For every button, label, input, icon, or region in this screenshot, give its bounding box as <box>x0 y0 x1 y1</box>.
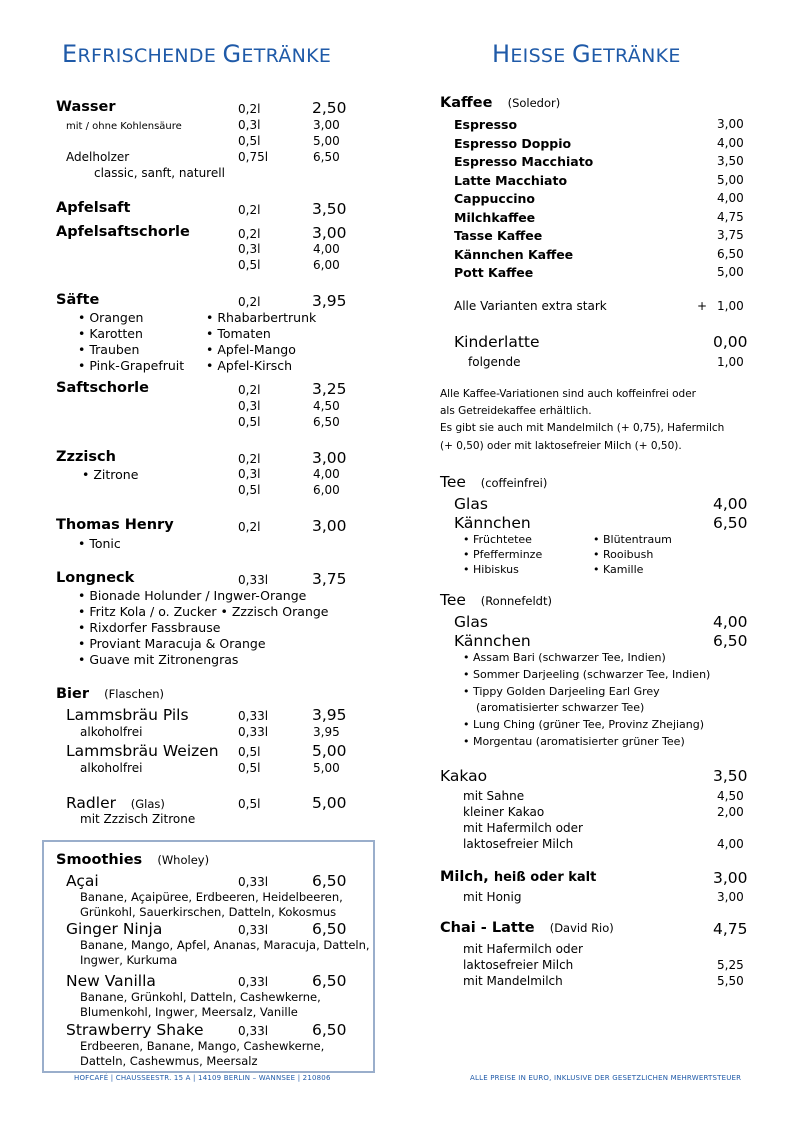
chai-label: Chai - Latte <box>440 920 535 936</box>
wasser-brand: Adelholzer <box>66 150 130 164</box>
milch-label2: heiß oder kalt <box>493 870 597 885</box>
size: 0,33l <box>238 975 269 989</box>
list-item: • Orangen <box>78 310 144 325</box>
thomas-title: Thomas Henry <box>56 517 174 533</box>
size: 0,2l <box>238 203 261 217</box>
price: 0,00 <box>713 333 748 351</box>
list-item: • Karotten <box>78 326 143 341</box>
kakao-sub: kleiner Kakao <box>463 805 545 819</box>
price: 3,75 <box>312 570 347 588</box>
smoothie-desc: Banane, Açaipüree, Erdbeeren, Heidelbeeren, <box>80 890 343 904</box>
smoothies-note: (Wholey) <box>157 853 210 867</box>
tee-kannchen: Kännchen <box>454 514 531 532</box>
price: 3,00 <box>312 224 347 242</box>
kaffee-item: Latte Macchiato <box>454 172 568 188</box>
list-item: • Tonic <box>78 536 121 551</box>
size: 0,5l <box>238 745 261 759</box>
list-item: • Rooibush <box>593 548 654 561</box>
size: 0,33l <box>238 573 269 587</box>
price: 1,00 <box>717 299 744 313</box>
heading-part: G <box>571 40 591 68</box>
list-item: • Assam Bari (schwarzer Tee, Indien) <box>463 651 666 664</box>
size: 0,5l <box>238 258 261 272</box>
price: 6,50 <box>313 150 340 164</box>
size: 0,5l <box>238 797 261 811</box>
smoothie-desc: Grünkohl, Sauerkirschen, Datteln, Kokosmus <box>80 905 337 919</box>
price: 4,00 <box>713 495 748 513</box>
saftschorle-title: Saftschorle <box>56 380 149 396</box>
size: 0,2l <box>238 102 261 116</box>
kakao-sub: mit Sahne <box>463 789 525 803</box>
chai-title <box>440 920 614 936</box>
size: 0,3l <box>238 467 261 481</box>
price: 5,00 <box>717 172 744 187</box>
smoothie-name: Ginger Ninja <box>66 920 163 938</box>
list-item: • Tomaten <box>206 326 271 341</box>
beer-sub: alkoholfrei <box>80 725 143 739</box>
extra-strong: Alle Varianten extra stark <box>454 299 607 313</box>
price: 6,50 <box>312 1021 347 1039</box>
tee-glas: Glas <box>454 495 488 513</box>
kakao-sub: mit Hafermilch oder <box>463 821 583 835</box>
radler-label: Radler <box>66 794 116 812</box>
list-item: • Blütentraum <box>593 533 672 546</box>
tee1-title <box>440 473 547 491</box>
price: 4,75 <box>713 920 748 938</box>
price: 4,00 <box>313 467 340 481</box>
kaffee-item: Pott Kaffee <box>454 265 534 280</box>
price: 3,50 <box>717 154 744 168</box>
kaffee-item: Espresso Doppio <box>454 135 572 151</box>
smoothies-title <box>56 852 209 868</box>
size: 0,2l <box>238 383 261 397</box>
price: 6,50 <box>713 632 748 650</box>
price: 3,25 <box>312 380 347 398</box>
kakao-sub: laktosefreier Milch <box>463 837 574 851</box>
heading-part: G <box>222 40 242 68</box>
list-item: (aromatisierter schwarzer Tee) <box>476 701 645 714</box>
size: 0,2l <box>238 227 261 241</box>
price: 4,00 <box>717 135 744 150</box>
price: 5,25 <box>717 958 744 972</box>
list-item: • Pink-Grapefruit <box>78 358 185 373</box>
list-item: • Pfefferminze <box>463 548 543 561</box>
list-item: • Fritz Kola / o. Zucker • Zzzisch Orange <box>78 604 329 619</box>
size: 0,5l <box>238 134 261 148</box>
price: 4,50 <box>717 789 744 803</box>
beer-name: Lammsbräu Weizen <box>66 742 219 760</box>
price: 3,50 <box>312 200 347 218</box>
price: 3,95 <box>312 292 347 310</box>
price: 4,00 <box>713 613 748 631</box>
kaffee-label: Kaffee <box>440 95 493 111</box>
milch-label: Milch, <box>440 869 489 885</box>
size: 0,5l <box>238 761 261 775</box>
list-item: • Guave mit Zitronengras <box>78 652 239 667</box>
kaffee-item: Espresso <box>454 117 518 132</box>
price: 3,95 <box>313 725 340 739</box>
size: 0,33l <box>238 725 269 739</box>
size: 0,5l <box>238 483 261 497</box>
size: 0,2l <box>238 295 261 309</box>
kaffee-info: als Getreidekaffee erhältlich. <box>440 405 592 417</box>
size: 0,3l <box>238 118 261 132</box>
milch-title <box>440 869 596 885</box>
kaffee-info: Alle Kaffee-Variationen sind auch koffeinfrei oder <box>440 388 696 400</box>
smoothie-name: Açai <box>66 872 99 890</box>
heading-part: ETRÄNKE <box>241 45 332 67</box>
list-item: • Lung Ching (grüner Tee, Provinz Zhejiang) <box>463 718 705 731</box>
folgende: folgende <box>468 355 521 369</box>
bier-title <box>56 686 164 702</box>
list-item: • Apfel-Mango <box>206 342 296 357</box>
price: 6,50 <box>717 246 744 261</box>
price: 2,50 <box>312 99 347 117</box>
price: 3,50 <box>713 767 748 785</box>
heading-part: RFRISCHENDE <box>77 45 223 67</box>
size: 0,75l <box>238 150 269 164</box>
list-item: • Zitrone <box>82 467 139 482</box>
footer-address: HOFCAFÉ | CHAUSSEESTR. 15 A | 14109 BERLIN – WANNSEE | 210806 <box>74 1074 331 1082</box>
price: 4,75 <box>717 209 744 224</box>
price: 2,00 <box>717 805 744 819</box>
heading-part: H <box>492 40 511 68</box>
wasser-variants: classic, sanft, naturell <box>94 166 225 180</box>
size: 0,2l <box>238 520 261 534</box>
size: 0,33l <box>238 709 269 723</box>
list-item: • Rixdorfer Fassbrause <box>78 620 221 635</box>
radler-name <box>66 794 165 812</box>
kaffee-item: Milchkaffee <box>454 209 536 225</box>
radler-sub: mit Zzzisch Zitrone <box>80 812 196 826</box>
price: 6,50 <box>713 514 748 532</box>
price: 3,95 <box>312 706 347 724</box>
list-item: • Rhabarbertrunk <box>206 310 317 325</box>
tee2-note: (Ronnefeldt) <box>480 594 552 608</box>
bier-note: (Flaschen) <box>104 687 164 701</box>
wasser-sub: mit / ohne Kohlensäure <box>66 121 182 132</box>
price: 5,00 <box>313 134 340 148</box>
zzzisch-title: Zzzisch <box>56 449 116 465</box>
radler-note: (Glas) <box>130 797 165 811</box>
price: 6,50 <box>312 872 347 890</box>
tee-kannchen: Kännchen <box>454 632 531 650</box>
price: 6,00 <box>313 483 340 497</box>
size: 0,33l <box>238 1024 269 1038</box>
tee1-label: Tee <box>440 473 466 491</box>
extra-plus: + <box>697 299 708 313</box>
kaffee-note: (Soledor) <box>507 96 561 110</box>
list-item: • Apfel-Kirsch <box>206 358 293 373</box>
milch-sub: mit Honig <box>463 890 522 904</box>
size: 0,2l <box>238 452 261 466</box>
price: 6,00 <box>313 258 340 272</box>
size: 0,3l <box>238 242 261 256</box>
apfelsaftschorle-title: Apfelsaftschorle <box>56 224 190 240</box>
list-item: • Trauben <box>78 342 140 357</box>
smoothie-name: Strawberry Shake <box>66 1021 204 1039</box>
kinderlatte: Kinderlatte <box>454 333 540 351</box>
price: 5,00 <box>312 794 347 812</box>
beer-name: Lammsbräu Pils <box>66 706 189 724</box>
kaffee-info: (+ 0,50) oder mit laktosefreier Milch (+ 0,50). <box>440 440 682 452</box>
list-item: • Proviant Maracuja & Orange <box>78 636 266 651</box>
list-item: • Tippy Golden Darjeeling Earl Grey <box>463 685 660 698</box>
list-item: • Sommer Darjeeling (schwarzer Tee, Indien) <box>463 668 711 681</box>
chai-sub: mit Hafermilch oder <box>463 942 583 956</box>
price: 6,50 <box>312 972 347 990</box>
heading-part: ETRÄNKE <box>590 45 681 67</box>
beer-sub: alkoholfrei <box>80 761 143 775</box>
smoothie-desc: Ingwer, Kurkuma <box>80 953 178 967</box>
wasser-title: Wasser <box>56 99 116 115</box>
size: 0,3l <box>238 399 261 413</box>
left-heading <box>62 40 331 68</box>
price: 3,00 <box>312 517 347 535</box>
price: 3,00 <box>312 449 347 467</box>
kaffee-title <box>440 95 560 111</box>
size: 0,33l <box>238 923 269 937</box>
footer-prices: ALLE PREISE IN EURO, INKLUSIVE DER GESETZLICHEN MEHRWERTSTEUER <box>470 1074 742 1082</box>
price: 5,00 <box>312 742 347 760</box>
smoothie-name: New Vanilla <box>66 972 156 990</box>
longneck-title: Longneck <box>56 570 135 586</box>
list-item: • Früchtetee <box>463 533 532 546</box>
tee-glas: Glas <box>454 613 488 631</box>
price: 1,00 <box>717 355 744 369</box>
smoothies-label: Smoothies <box>56 852 143 868</box>
chai-sub: laktosefreier Milch <box>463 958 574 972</box>
price: 4,00 <box>313 242 340 256</box>
heading-part: E <box>62 40 78 68</box>
right-heading <box>492 40 681 68</box>
list-item: • Kamille <box>593 563 644 576</box>
bier-label: Bier <box>56 686 90 702</box>
price: 5,00 <box>717 265 744 279</box>
tee2-title <box>440 591 552 609</box>
price: 3,75 <box>717 228 744 242</box>
price: 6,50 <box>313 415 340 429</box>
saefte-title: Säfte <box>56 292 100 308</box>
chai-note: (David Rio) <box>549 921 614 935</box>
tee2-label: Tee <box>440 591 466 609</box>
smoothie-desc: Datteln, Cashewmus, Meersalz <box>80 1054 258 1068</box>
price: 3,00 <box>313 118 340 132</box>
price: 3,00 <box>717 117 744 131</box>
price: 4,00 <box>717 837 744 851</box>
price: 6,50 <box>312 920 347 938</box>
smoothie-desc: Banane, Grünkohl, Datteln, Cashewkerne, <box>80 990 321 1004</box>
kaffee-item: Tasse Kaffee <box>454 228 543 243</box>
kaffee-item: Kännchen Kaffee <box>454 246 574 262</box>
chai-sub: mit Mandelmilch <box>463 974 563 988</box>
list-item: • Hibiskus <box>463 563 519 576</box>
kaffee-info: Es gibt sie auch mit Mandelmilch (+ 0,75), Hafermilch <box>440 422 725 434</box>
kaffee-item: Espresso Macchiato <box>454 154 594 169</box>
price: 4,50 <box>313 399 340 413</box>
apfelsaft-title: Apfelsaft <box>56 200 131 216</box>
kaffee-item: Cappuccino <box>454 191 535 206</box>
smoothie-desc: Blumenkohl, Ingwer, Meersalz, Vanille <box>80 1005 298 1019</box>
size: 0,33l <box>238 875 269 889</box>
price: 4,00 <box>717 191 744 205</box>
price: 5,00 <box>313 761 340 775</box>
list-item: • Morgentau (aromatisierter grüner Tee) <box>463 735 685 748</box>
size: 0,5l <box>238 415 261 429</box>
smoothie-desc: Banane, Mango, Apfel, Ananas, Maracuja, Datteln, <box>80 938 370 952</box>
price: 3,00 <box>713 869 748 887</box>
kakao-title: Kakao <box>440 767 488 785</box>
list-item: • Bionade Holunder / Ingwer-Orange <box>78 588 307 603</box>
heading-part: EISSE <box>510 45 572 67</box>
price: 3,00 <box>717 890 744 904</box>
tee1-note: (coffeinfrei) <box>480 476 548 490</box>
smoothie-desc: Erdbeeren, Banane, Mango, Cashewkerne, <box>80 1039 325 1053</box>
price: 5,50 <box>717 974 744 988</box>
